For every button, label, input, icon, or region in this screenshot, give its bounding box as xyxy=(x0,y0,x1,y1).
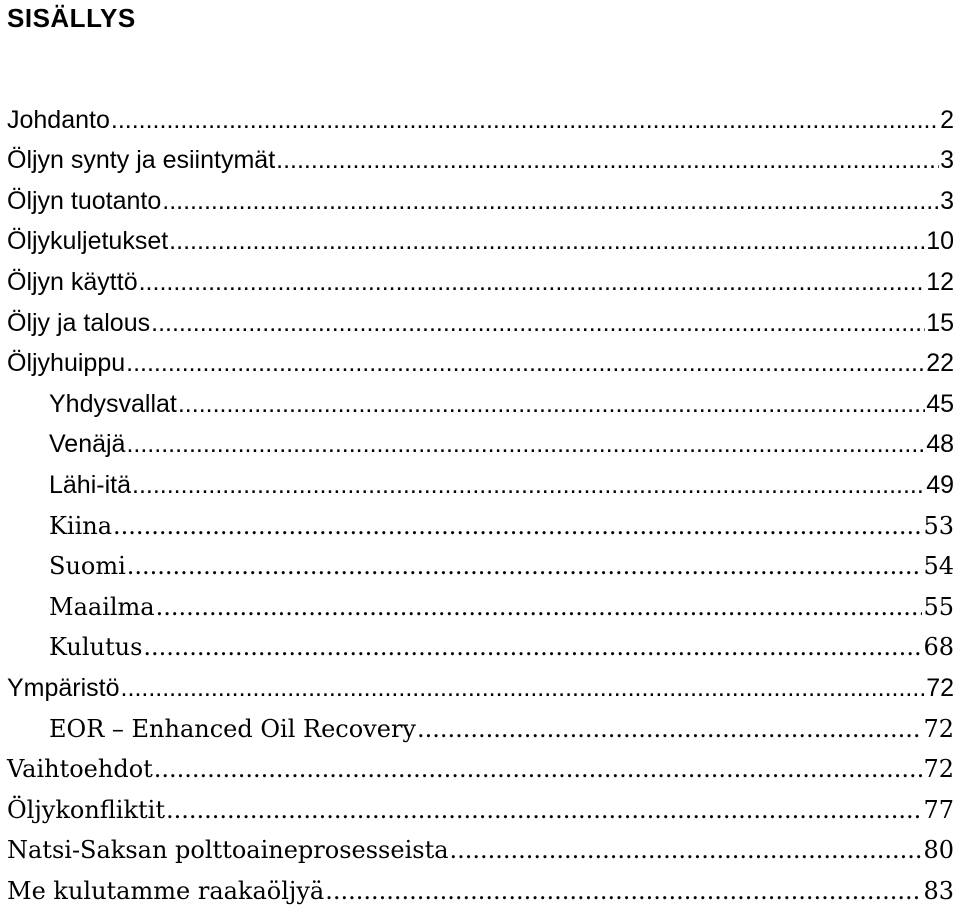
toc-entry-label: Venäjä xyxy=(49,430,126,459)
toc-entry-label: EOR – Enhanced Oil Recovery xyxy=(49,714,416,743)
toc-heading: SISÄLLYS xyxy=(7,3,136,33)
toc-entry-oljyn-synty[interactable] xyxy=(7,139,954,180)
dot-leader xyxy=(325,876,922,906)
toc-entry-kiina[interactable] xyxy=(7,504,954,545)
toc-entry-page-number: 80 xyxy=(923,836,954,865)
dot-leader xyxy=(111,105,939,135)
toc-entry-eor[interactable] xyxy=(7,707,954,748)
toc-entry-label: Natsi-Saksan polttoaineprosesseista xyxy=(7,836,449,865)
toc-entry-me-kulutamme[interactable] xyxy=(7,869,954,910)
toc-entry-page-number: 22 xyxy=(926,349,954,378)
toc-entry-oljy-ja-talous[interactable] xyxy=(7,301,954,342)
toc-entry-page-number: 72 xyxy=(923,714,954,743)
toc-entry-page-number: 12 xyxy=(926,267,954,296)
toc-entry-yhdysvallat[interactable] xyxy=(7,382,954,423)
toc-entry-label: Öljyn synty ja esiintymät xyxy=(7,146,276,175)
dot-leader xyxy=(143,632,922,662)
dot-leader xyxy=(126,348,925,378)
toc-entry-page-number: 15 xyxy=(926,308,954,337)
toc-entry-page-number: 55 xyxy=(923,592,954,621)
dot-leader xyxy=(162,186,939,216)
toc-entry-label: Vaihtoehdot xyxy=(7,755,153,784)
dot-leader xyxy=(113,511,922,541)
toc-entry-ymparisto[interactable] xyxy=(7,666,954,707)
toc-entry-natsi-saksan[interactable] xyxy=(7,829,954,870)
toc-entry-label: Johdanto xyxy=(7,105,110,134)
toc-entry-oljyn-kaytto[interactable] xyxy=(7,260,954,301)
toc-entry-label: Öljyn tuotanto xyxy=(7,186,162,215)
toc-entry-page-number: 49 xyxy=(926,470,954,499)
toc-entry-label: Yhdysvallat xyxy=(49,389,177,418)
toc-entry-label: Öljykuljetukset xyxy=(7,227,169,256)
toc-entry-page-number: 54 xyxy=(923,552,954,581)
toc-entry-page-number: 72 xyxy=(923,755,954,784)
toc-entry-label: Kiina xyxy=(49,511,113,540)
dot-leader xyxy=(132,470,925,500)
toc-entry-lahi-ita[interactable] xyxy=(7,463,954,504)
dot-leader xyxy=(156,592,923,622)
dot-leader xyxy=(121,673,926,703)
toc-entry-venaja[interactable] xyxy=(7,423,954,464)
toc-entry-page-number: 77 xyxy=(923,795,954,824)
dot-leader xyxy=(169,226,925,256)
toc-entry-suomi[interactable] xyxy=(7,545,954,586)
table-of-contents xyxy=(7,98,954,910)
toc-entry-label: Lähi-itä xyxy=(49,470,131,499)
toc-entry-page-number: 83 xyxy=(923,876,954,905)
toc-entry-label: Öljykonfliktit xyxy=(7,795,165,824)
toc-entry-label: Öljy ja talous xyxy=(7,308,151,337)
toc-entry-vaihtoehdot[interactable] xyxy=(7,748,954,789)
toc-entry-label: Me kulutamme raakaöljyä xyxy=(7,876,325,905)
dot-leader xyxy=(151,308,925,338)
dot-leader xyxy=(417,714,922,744)
toc-entry-label: Ympäristö xyxy=(7,673,120,702)
toc-entry-label: Öljyn käyttö xyxy=(7,267,138,296)
toc-entry-label: Kulutus xyxy=(49,633,143,662)
dot-leader xyxy=(127,551,923,581)
toc-entry-label: Öljyhuippu xyxy=(7,349,126,378)
toc-entry-maailma[interactable] xyxy=(7,585,954,626)
toc-entry-page-number: 3 xyxy=(940,186,954,215)
toc-entry-oljyn-tuotanto[interactable] xyxy=(7,179,954,220)
dot-leader xyxy=(178,389,925,419)
toc-entry-kulutus[interactable] xyxy=(7,626,954,667)
toc-entry-page-number: 2 xyxy=(940,105,954,134)
toc-entry-oljykonfliktit[interactable] xyxy=(7,788,954,829)
toc-entry-oljykuljetukset[interactable] xyxy=(7,220,954,261)
dot-leader xyxy=(166,795,922,825)
toc-entry-page-number: 68 xyxy=(923,633,954,662)
toc-entry-label: Maailma xyxy=(49,592,155,621)
dot-leader xyxy=(450,835,923,865)
dot-leader xyxy=(126,429,925,459)
toc-entry-label: Suomi xyxy=(49,552,126,581)
dot-leader xyxy=(154,754,923,784)
toc-entry-page-number: 10 xyxy=(926,227,954,256)
toc-entry-page-number: 45 xyxy=(926,389,954,418)
toc-entry-page-number: 53 xyxy=(923,511,954,540)
toc-entry-oljyhuippu[interactable] xyxy=(7,342,954,383)
dot-leader xyxy=(276,145,939,175)
dot-leader xyxy=(139,267,926,297)
toc-entry-page-number: 3 xyxy=(940,146,954,175)
toc-entry-page-number: 72 xyxy=(926,673,954,702)
toc-entry-page-number: 48 xyxy=(926,430,954,459)
toc-entry-johdanto[interactable] xyxy=(7,98,954,139)
